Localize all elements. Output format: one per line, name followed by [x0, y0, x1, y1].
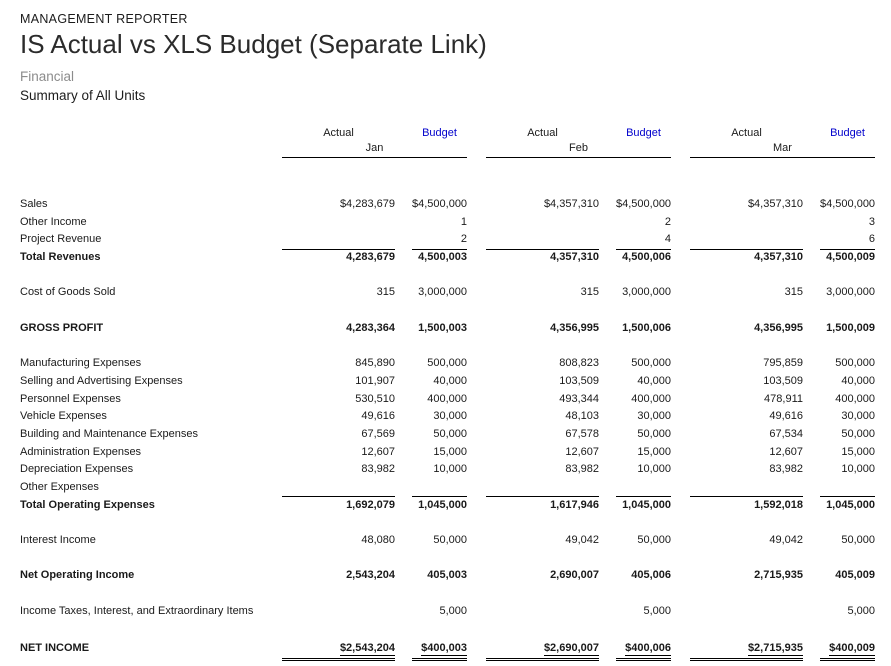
cell-actual — [486, 355, 599, 373]
spacer-row — [20, 585, 891, 603]
cell-value: 50,000 — [433, 427, 467, 440]
month-header: Mar — [690, 141, 875, 158]
row-label: Income Taxes, Interest, and Extraordinary Items — [20, 604, 254, 617]
cell-budget — [820, 532, 875, 550]
cell-budget — [412, 249, 467, 267]
cell-budget — [616, 249, 671, 267]
row-label: Other Expenses — [20, 481, 99, 493]
cell-actual — [282, 461, 395, 479]
column-header-budget: Budget — [830, 127, 865, 139]
cell-budget — [412, 532, 467, 550]
cell-actual — [486, 444, 599, 462]
row-label: Building and Maintenance Expenses — [20, 427, 198, 440]
spacer-row — [20, 338, 891, 356]
column-header-budget: Budget — [422, 127, 457, 139]
cell-value: 40,000 — [433, 374, 467, 387]
column-header-actual: Actual — [323, 127, 354, 139]
cell-value: 49,616 — [361, 410, 395, 423]
table-row — [20, 196, 891, 214]
cell-actual — [282, 567, 395, 585]
cell-value: 15,000 — [433, 445, 467, 458]
cell-value: 478,911 — [764, 392, 803, 405]
row-label: Total Operating Expenses — [20, 498, 155, 511]
cell-budget — [820, 479, 875, 497]
cell-value: 4,357,310 — [550, 251, 599, 264]
cell-actual — [690, 426, 803, 444]
cell-budget — [820, 408, 875, 426]
cell-actual — [690, 479, 803, 497]
cell-value: 48,103 — [565, 410, 599, 423]
cell-value: 808,823 — [559, 357, 599, 370]
cell-actual — [486, 603, 599, 621]
row-label: Personnel Expenses — [20, 392, 121, 405]
report-unit: Summary of All Units — [20, 88, 146, 103]
cell-value: 15,000 — [637, 445, 671, 458]
cell-value: 530,510 — [355, 392, 395, 405]
cell-actual — [690, 408, 803, 426]
cell-budget — [820, 231, 875, 250]
cell-value: 49,616 — [769, 410, 803, 423]
cell-actual — [690, 231, 803, 250]
column-header-actual: Actual — [731, 127, 762, 139]
cell-value: 30,000 — [433, 410, 467, 423]
cell-value: 5,000 — [643, 604, 671, 617]
cell-budget — [820, 320, 875, 338]
cell-actual — [486, 196, 599, 214]
cell-value: $4,357,310 — [747, 198, 803, 210]
cell-value: 101,907 — [355, 374, 395, 387]
cell-budget — [412, 444, 467, 462]
cell-budget — [820, 284, 875, 302]
cell-actual — [282, 426, 395, 444]
cell-budget — [616, 196, 671, 214]
cell-budget — [820, 444, 875, 462]
cell-actual — [486, 461, 599, 479]
cell-value: 4,283,364 — [346, 321, 395, 334]
cell-budget — [412, 355, 467, 373]
cell-budget — [412, 408, 467, 426]
table-row — [20, 532, 891, 550]
cell-actual — [486, 214, 599, 232]
cell-actual — [282, 284, 395, 302]
table-row — [20, 320, 891, 338]
cell-budget — [820, 603, 875, 621]
cell-value: 2,543,204 — [346, 569, 395, 582]
row-label: Administration Expenses — [20, 445, 142, 458]
cell-actual — [690, 373, 803, 391]
column-header-actual: Actual — [527, 127, 558, 139]
cell-actual — [690, 567, 803, 585]
cell-value: 12,607 — [565, 445, 599, 458]
cell-budget — [820, 373, 875, 391]
cell-value: 3 — [868, 215, 875, 228]
cell-actual — [282, 479, 395, 497]
cell-actual — [690, 641, 803, 661]
table-row — [20, 231, 891, 249]
cell-actual — [282, 231, 395, 250]
cell-actual — [486, 320, 599, 338]
cell-value: 2 — [460, 233, 467, 246]
cell-actual — [486, 408, 599, 426]
cell-value: 30,000 — [841, 410, 875, 423]
cell-value: 4,500,006 — [622, 251, 671, 264]
cell-budget — [616, 231, 671, 250]
cell-value: 49,042 — [565, 534, 599, 547]
cell-budget — [820, 249, 875, 267]
cell-value: 30,000 — [637, 410, 671, 423]
cell-actual — [282, 641, 395, 661]
table-row — [20, 444, 891, 462]
table-row — [20, 567, 891, 585]
cell-actual — [282, 603, 395, 621]
cell-value: 83,982 — [769, 463, 803, 476]
cell-actual — [282, 196, 395, 214]
cell-value: 4,500,009 — [826, 251, 875, 264]
cell-budget — [616, 444, 671, 462]
cell-value: 493,344 — [559, 392, 599, 405]
cell-value: 50,000 — [637, 427, 671, 440]
cell-value: 405,003 — [427, 569, 467, 582]
cell-value: $400,009 — [829, 642, 875, 655]
cell-value: 67,569 — [361, 427, 395, 440]
header-spacer — [20, 158, 891, 196]
cell-value: 3,000,000 — [418, 286, 467, 299]
row-label: Vehicle Expenses — [20, 410, 107, 423]
cell-value: 845,890 — [355, 357, 395, 370]
cell-value: $2,690,007 — [543, 642, 599, 655]
cell-value: 4,500,003 — [418, 251, 467, 264]
cell-budget — [412, 214, 467, 232]
cell-budget — [616, 567, 671, 585]
cell-value: 4,356,995 — [550, 321, 599, 334]
cell-value: 500,000 — [427, 357, 467, 370]
spacer-row — [20, 514, 891, 532]
cell-budget — [412, 567, 467, 585]
cell-budget — [820, 461, 875, 479]
cell-value: 4,283,679 — [346, 251, 395, 264]
cell-value: 1,045,000 — [418, 498, 467, 511]
cell-value: 50,000 — [841, 427, 875, 440]
cell-actual — [690, 444, 803, 462]
cell-budget — [820, 426, 875, 444]
cell-budget — [412, 284, 467, 302]
spacer-row — [20, 267, 891, 285]
cell-budget — [616, 426, 671, 444]
cell-actual — [690, 249, 803, 267]
cell-value: 315 — [784, 286, 803, 299]
cell-value: 1,045,000 — [622, 498, 671, 511]
cell-value: $2,543,204 — [339, 642, 395, 655]
row-label: Depreciation Expenses — [20, 463, 134, 476]
cell-budget — [820, 355, 875, 373]
cell-value: 795,859 — [763, 357, 803, 370]
cell-actual — [690, 603, 803, 621]
cell-value: 50,000 — [433, 534, 467, 547]
cell-value: 10,000 — [841, 463, 875, 476]
cell-value: 40,000 — [637, 374, 671, 387]
corner-cell — [20, 141, 282, 158]
cell-value: 500,000 — [631, 357, 671, 370]
cell-budget — [616, 284, 671, 302]
table-row — [20, 497, 891, 515]
cell-value: 1,500,006 — [622, 321, 671, 334]
row-label: Project Revenue — [20, 233, 102, 246]
cell-budget — [412, 479, 467, 497]
row-label: Sales — [20, 198, 48, 210]
cell-value: 500,000 — [835, 357, 875, 370]
cell-value: 3,000,000 — [622, 286, 671, 299]
table-row — [20, 426, 891, 444]
cell-budget — [820, 391, 875, 409]
table-row — [20, 638, 891, 661]
report-type: Financial — [20, 69, 75, 84]
table-row — [20, 355, 891, 373]
table-month-row — [20, 141, 891, 158]
cell-actual — [282, 355, 395, 373]
table-row — [20, 284, 891, 302]
cell-budget — [820, 497, 875, 515]
cell-actual — [690, 320, 803, 338]
cell-budget — [616, 355, 671, 373]
cell-budget — [616, 391, 671, 409]
cell-budget — [412, 320, 467, 338]
cell-value: 10,000 — [637, 463, 671, 476]
table-row — [20, 214, 891, 232]
cell-actual — [486, 479, 599, 497]
cell-value: 2 — [664, 215, 671, 228]
cell-budget — [616, 603, 671, 621]
cell-value: 1 — [460, 215, 467, 228]
cell-value: 4,357,310 — [754, 251, 803, 264]
month-header: Jan — [282, 141, 467, 158]
cell-actual — [486, 497, 599, 515]
cell-actual — [690, 196, 803, 214]
corner-cell — [20, 125, 282, 141]
cell-budget — [412, 641, 467, 661]
cell-value: 2,690,007 — [550, 569, 599, 582]
column-header-budget: Budget — [626, 127, 661, 139]
cell-value: 12,607 — [361, 445, 395, 458]
table-row — [20, 461, 891, 479]
cell-budget — [412, 231, 467, 250]
cell-budget — [412, 373, 467, 391]
report-title: IS Actual vs XLS Budget (Separate Link) — [20, 29, 487, 59]
table-row — [20, 391, 891, 409]
row-label: GROSS PROFIT — [20, 321, 104, 334]
cell-actual — [690, 284, 803, 302]
cell-value: 1,592,018 — [754, 498, 803, 511]
cell-value: 1,692,079 — [346, 498, 395, 511]
month-header: Feb — [486, 141, 671, 158]
cell-actual — [486, 249, 599, 267]
spacer-row — [20, 550, 891, 568]
cell-actual — [282, 249, 395, 267]
cell-value: $4,500,000 — [820, 198, 876, 210]
cell-actual — [486, 284, 599, 302]
cell-actual — [690, 391, 803, 409]
cell-actual — [486, 641, 599, 661]
cell-value: 15,000 — [841, 445, 875, 458]
cell-value: 40,000 — [841, 374, 875, 387]
table-row — [20, 373, 891, 391]
cell-budget — [820, 567, 875, 585]
cell-budget — [616, 373, 671, 391]
app-title: MANAGEMENT REPORTER — [20, 12, 188, 26]
spacer-row — [20, 621, 891, 639]
cell-value: 1,617,946 — [550, 498, 599, 511]
cell-value: 2,715,935 — [754, 569, 803, 582]
cell-actual — [690, 214, 803, 232]
cell-value: 49,042 — [769, 534, 803, 547]
cell-value: 1,045,000 — [826, 498, 875, 511]
cell-value: 1,500,009 — [826, 321, 875, 334]
cell-budget — [616, 479, 671, 497]
cell-value: 50,000 — [637, 534, 671, 547]
table-row — [20, 603, 891, 621]
cell-budget — [820, 196, 875, 214]
cell-budget — [616, 497, 671, 515]
cell-budget — [616, 214, 671, 232]
row-label: NET INCOME — [20, 642, 90, 655]
cell-value: 405,009 — [835, 569, 875, 582]
cell-value: 5,000 — [847, 604, 875, 617]
cell-value: 10,000 — [433, 463, 467, 476]
cell-value: $400,006 — [625, 642, 671, 655]
cell-value: 48,080 — [361, 534, 395, 547]
cell-actual — [282, 214, 395, 232]
cell-value: 83,982 — [361, 463, 395, 476]
cell-value: 12,607 — [769, 445, 803, 458]
cell-value: $4,283,679 — [339, 198, 395, 210]
cell-budget — [616, 408, 671, 426]
cell-value: 400,000 — [835, 392, 875, 405]
row-label: Total Revenues — [20, 251, 101, 264]
cell-budget — [616, 532, 671, 550]
cell-actual — [690, 355, 803, 373]
cell-value: $4,500,000 — [616, 198, 672, 210]
cell-budget — [412, 426, 467, 444]
cell-value: 4,356,995 — [754, 321, 803, 334]
cell-value: 103,509 — [559, 374, 599, 387]
row-label: Other Income — [20, 215, 87, 228]
cell-actual — [282, 373, 395, 391]
cell-value: 103,509 — [763, 374, 803, 387]
cell-budget — [616, 461, 671, 479]
cell-budget — [820, 214, 875, 232]
cell-budget — [412, 196, 467, 214]
cell-actual — [486, 373, 599, 391]
cell-actual — [282, 532, 395, 550]
cell-actual — [282, 320, 395, 338]
cell-budget — [616, 320, 671, 338]
cell-value: $4,357,310 — [543, 198, 599, 210]
cell-actual — [486, 532, 599, 550]
cell-value: 405,006 — [631, 569, 671, 582]
row-label: Interest Income — [20, 534, 96, 547]
cell-actual — [282, 391, 395, 409]
cell-actual — [690, 532, 803, 550]
cell-value: 1,500,003 — [418, 321, 467, 334]
cell-value: 315 — [376, 286, 395, 299]
row-label: Manufacturing Expenses — [20, 357, 142, 370]
cell-value: 6 — [868, 233, 875, 246]
table-row — [20, 408, 891, 426]
row-label: Net Operating Income — [20, 569, 135, 582]
row-label: Selling and Advertising Expenses — [20, 374, 183, 387]
report-table — [20, 125, 891, 661]
row-label: Cost of Goods Sold — [20, 286, 116, 299]
cell-budget — [820, 641, 875, 661]
cell-budget — [412, 603, 467, 621]
cell-actual — [282, 444, 395, 462]
cell-value: 67,534 — [769, 427, 803, 440]
spacer-row — [20, 302, 891, 320]
cell-value: $400,003 — [421, 642, 467, 655]
cell-value: 400,000 — [427, 392, 467, 405]
cell-actual — [486, 231, 599, 250]
cell-value: $4,500,000 — [412, 198, 468, 210]
cell-value: 50,000 — [841, 534, 875, 547]
cell-value: 315 — [580, 286, 599, 299]
cell-budget — [616, 641, 671, 661]
cell-value: 3,000,000 — [826, 286, 875, 299]
cell-actual — [486, 426, 599, 444]
cell-actual — [282, 408, 395, 426]
cell-actual — [486, 567, 599, 585]
table-header-row — [20, 125, 891, 141]
cell-actual — [486, 391, 599, 409]
cell-value: 67,578 — [565, 427, 599, 440]
cell-value: $2,715,935 — [747, 642, 803, 655]
cell-actual — [690, 497, 803, 515]
cell-actual — [282, 497, 395, 515]
cell-value: 83,982 — [565, 463, 599, 476]
cell-actual — [690, 461, 803, 479]
table-row — [20, 479, 891, 497]
cell-value: 400,000 — [631, 392, 671, 405]
cell-budget — [412, 391, 467, 409]
cell-budget — [412, 497, 467, 515]
table-row — [20, 249, 891, 267]
cell-budget — [412, 461, 467, 479]
cell-value: 4 — [664, 233, 671, 246]
cell-value: 5,000 — [439, 604, 467, 617]
